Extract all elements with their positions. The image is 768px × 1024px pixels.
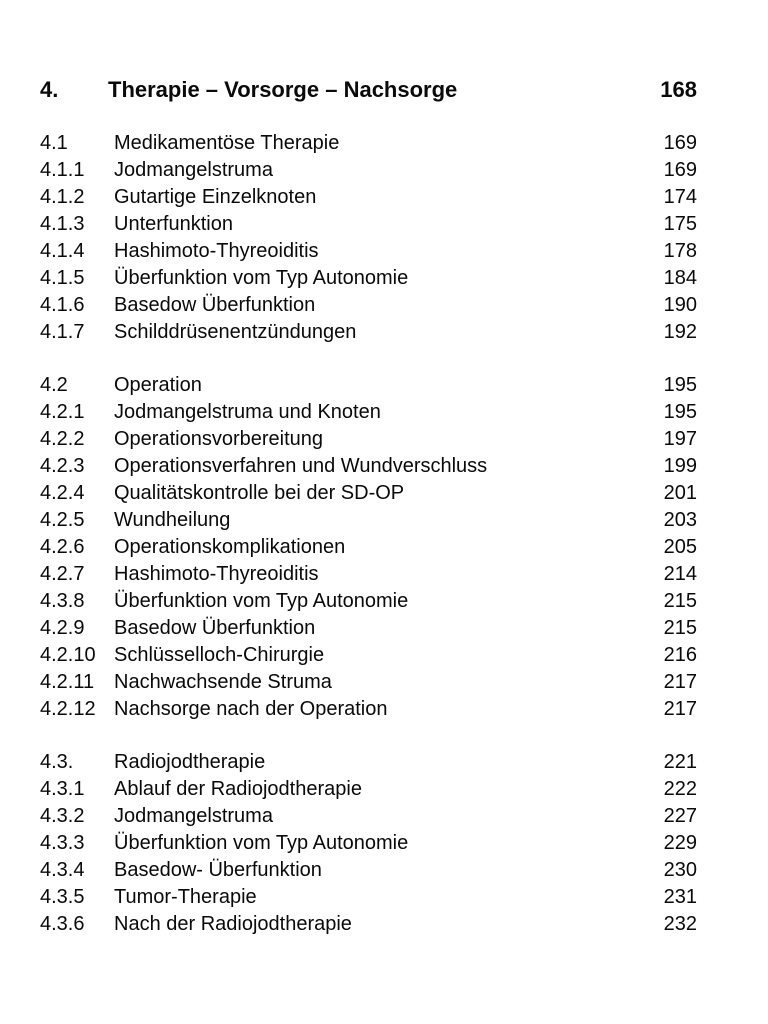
- toc-entry-number: 4.3.8: [40, 590, 85, 612]
- toc-entry: [40, 372, 697, 399]
- toc-entry-title: Gutartige Einzelknoten: [114, 186, 317, 208]
- toc-entry-number: 4.1: [40, 132, 68, 154]
- toc-entry: [40, 319, 697, 346]
- toc-entry: [40, 615, 697, 642]
- toc-entry: [40, 776, 697, 803]
- toc-entry-page: 215: [663, 590, 697, 612]
- toc-entry-page: 201: [663, 482, 697, 504]
- toc-entry-title: Unterfunktion: [114, 213, 233, 235]
- toc-entry-page: 215: [663, 617, 697, 639]
- toc-section: [40, 130, 697, 346]
- toc-entry: [40, 803, 697, 830]
- toc-entry-title: Jodmangelstruma: [114, 159, 273, 181]
- toc-entry-title: Überfunktion vom Typ Autonomie: [114, 590, 409, 612]
- toc-entry-title: Jodmangelstruma und Knoten: [114, 401, 381, 423]
- toc-entry-number: 4.3.4: [40, 859, 85, 881]
- toc-entry-title: Operationskomplikationen: [114, 536, 346, 558]
- toc-entry-number: 4.2.6: [40, 536, 85, 558]
- toc-entry-number: 4.2.1: [40, 401, 85, 423]
- toc-entry-number: 4.1.1: [40, 159, 85, 181]
- toc-entry-title: Operationsvorbereitung: [114, 428, 324, 450]
- toc-entry: [40, 399, 697, 426]
- toc-entry-title: Nachsorge nach der Operation: [114, 698, 388, 720]
- toc-entry-page: 217: [663, 671, 697, 693]
- toc-entry: [40, 238, 697, 265]
- toc-entry-number: 4.1.7: [40, 321, 85, 343]
- toc-entry-title: Operationsverfahren und Wundverschluss: [114, 455, 488, 477]
- toc-entry-page: 231: [663, 886, 697, 908]
- toc-entry-page: 217: [663, 698, 697, 720]
- toc-entry-number: 4.3.6: [40, 913, 85, 935]
- toc-entry: [40, 184, 697, 211]
- toc-entry: [40, 292, 697, 319]
- toc-entry-title: Medikamentöse Therapie: [114, 132, 340, 154]
- toc-entry-number: 4.3.: [40, 751, 74, 773]
- toc-entry: [40, 830, 697, 857]
- toc-entry-title: Radiojodtherapie: [114, 751, 266, 773]
- toc-entry: [40, 588, 697, 615]
- toc-entry-number: 4.1.6: [40, 294, 85, 316]
- toc-entry-page: 169: [663, 159, 697, 181]
- toc-entry-title: Basedow- Überfunktion: [114, 859, 322, 881]
- toc-entry-page: 199: [663, 455, 697, 477]
- toc-entry-title: Ablauf der Radiojodtherapie: [114, 778, 362, 800]
- toc-entry-title: Schilddrüsenentzündungen: [114, 321, 357, 343]
- toc-entry-title: Nach der Radiojodtherapie: [114, 913, 352, 935]
- toc-entry-number: 4.3.3: [40, 832, 85, 854]
- toc-entry-number: 4.2.7: [40, 563, 85, 585]
- toc-entry-title: Überfunktion vom Typ Autonomie: [114, 267, 409, 289]
- toc-entry-title: Basedow Überfunktion: [114, 294, 316, 316]
- toc-entry: [40, 265, 697, 292]
- toc-entry-page: 195: [663, 374, 697, 396]
- toc-entry-title: Schlüsselloch-Chirurgie: [114, 644, 325, 666]
- toc-entry-page: 197: [663, 428, 697, 450]
- toc-entry-number: 4.2.11: [40, 671, 95, 693]
- toc-entry-page: 230: [663, 859, 697, 881]
- toc-entry-page: 175: [663, 213, 697, 235]
- toc-sections: [40, 130, 697, 938]
- toc-entry-page: 214: [663, 563, 697, 585]
- toc-entry: [40, 211, 697, 238]
- toc-entry: [40, 561, 697, 588]
- toc-entry-title: Überfunktion vom Typ Autonomie: [114, 832, 409, 854]
- toc-entry-page: 178: [663, 240, 697, 262]
- toc-entry-page: 195: [663, 401, 697, 423]
- toc-entry: [40, 507, 697, 534]
- toc-entry-title: Wundheilung: [114, 509, 231, 531]
- toc-entry-page: 192: [663, 321, 697, 343]
- toc-entry-number: 4.2.3: [40, 455, 85, 477]
- toc-entry: [40, 130, 697, 157]
- toc-entry-page: 203: [663, 509, 697, 531]
- toc-entry-page: 174: [663, 186, 697, 208]
- toc-entry-title: Qualitätskontrolle bei der SD-OP: [114, 482, 405, 504]
- toc-entry-title: Operation: [114, 374, 202, 396]
- toc-entry-number: 4.1.5: [40, 267, 85, 289]
- toc-entry-title: Nachwachsende Struma: [114, 671, 332, 693]
- toc-entry: [40, 534, 697, 561]
- toc-entry: [40, 669, 697, 696]
- toc-section: [40, 372, 697, 723]
- toc-chapter-title: Therapie – Vorsorge – Nachsorge: [108, 77, 458, 102]
- toc-entry: [40, 696, 697, 723]
- toc-entry: [40, 426, 697, 453]
- toc-entry-page: 227: [663, 805, 697, 827]
- toc-entry-number: 4.2.4: [40, 482, 85, 504]
- toc-entry-number: 4.1.4: [40, 240, 85, 262]
- toc-entry-number: 4.2.9: [40, 617, 85, 639]
- toc-entry-number: 4.2.12: [40, 698, 96, 720]
- toc-entry-page: 169: [663, 132, 697, 154]
- toc-entry-title: Basedow Überfunktion: [114, 617, 316, 639]
- toc-entry-number: 4.3.2: [40, 805, 85, 827]
- toc-entry-title: Tumor-Therapie: [114, 886, 257, 908]
- toc-entry-page: 205: [663, 536, 697, 558]
- toc-entry-number: 4.2: [40, 374, 68, 396]
- toc-entry: [40, 749, 697, 776]
- toc-section: [40, 749, 697, 938]
- toc-entry-page: 229: [663, 832, 697, 854]
- toc-entry-number: 4.1.3: [40, 213, 85, 235]
- toc-entry-page: 221: [663, 751, 697, 773]
- toc-entry-title: Hashimoto-Thyreoiditis: [114, 563, 319, 585]
- toc-chapter-page: 168: [660, 77, 697, 102]
- toc-entry: [40, 884, 697, 911]
- toc-entry-title: Hashimoto-Thyreoiditis: [114, 240, 319, 262]
- toc-entry-number: 4.1.2: [40, 186, 85, 208]
- toc-entry-number: 4.2.2: [40, 428, 85, 450]
- toc-entry-number: 4.3.5: [40, 886, 85, 908]
- toc-entry-page: 190: [663, 294, 697, 316]
- toc-entry-number: 4.2.5: [40, 509, 85, 531]
- toc-entry-number: 4.2.10: [40, 644, 96, 666]
- toc-entry: [40, 642, 697, 669]
- toc-entry: [40, 157, 697, 184]
- toc-entry-page: 222: [663, 778, 697, 800]
- toc-entry-page: 216: [663, 644, 697, 666]
- toc-entry-number: 4.3.1: [40, 778, 85, 800]
- toc-entry: [40, 480, 697, 507]
- toc-entry-title: Jodmangelstruma: [114, 805, 273, 827]
- toc-entry: [40, 911, 697, 938]
- toc-chapter-heading: [40, 76, 697, 104]
- toc-entry-page: 184: [663, 267, 697, 289]
- toc-entry: [40, 453, 697, 480]
- toc-entry: [40, 857, 697, 884]
- toc-chapter-number: 4.: [40, 77, 59, 102]
- toc-entry-page: 232: [663, 913, 697, 935]
